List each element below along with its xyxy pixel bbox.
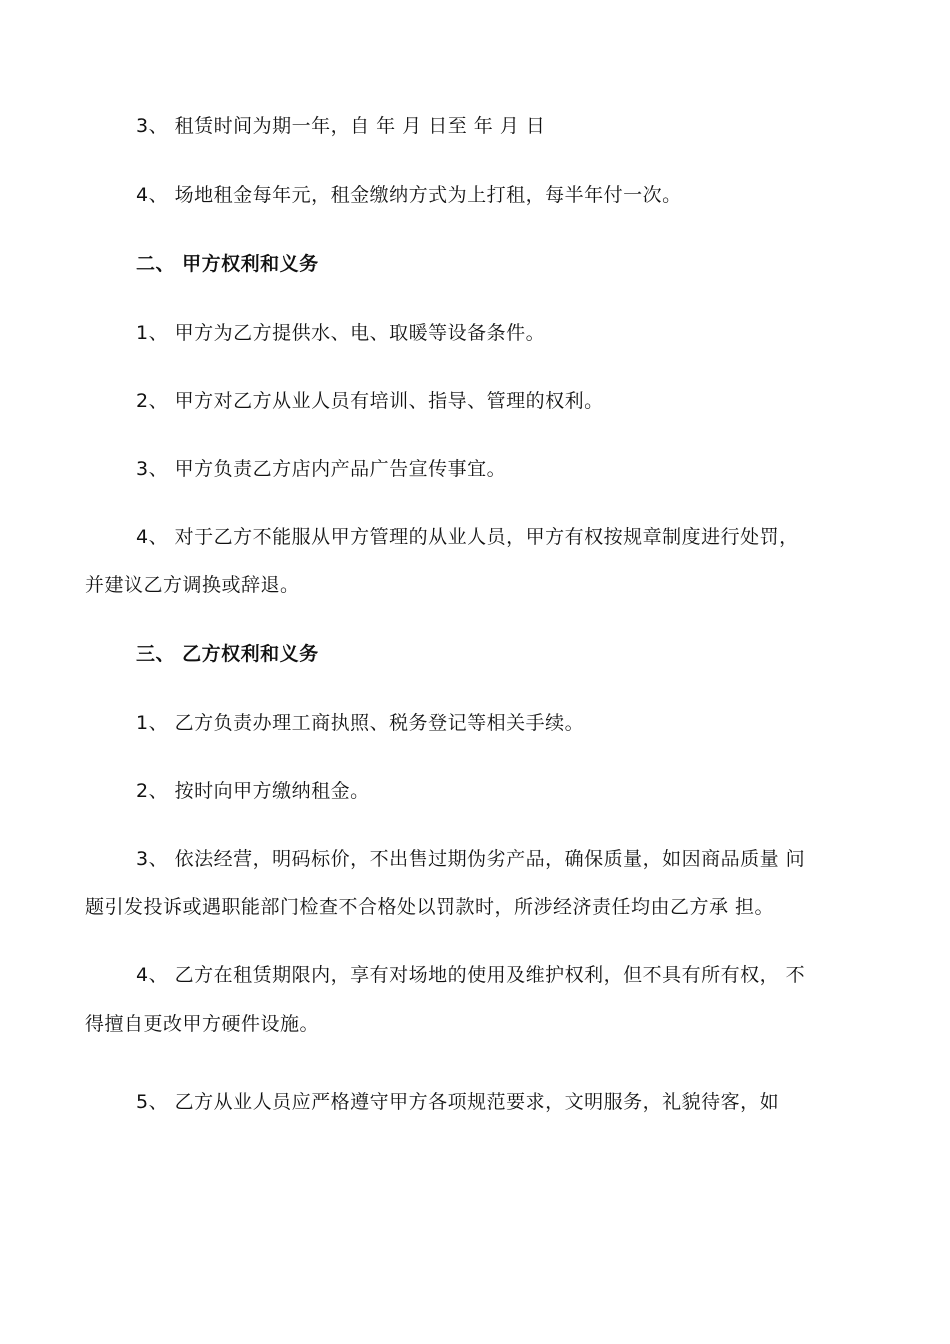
clause-party-b-4: 4、 乙方在租赁期限内，享有对场地的使用及维护权利，但不具有所有权， 不: [136, 964, 806, 986]
clause-party-b-5: 5、 乙方从业人员应严格遵守甲方各项规范要求，文明服务，礼貌待客，如: [136, 1091, 780, 1113]
clause-rent-payment: 4、 场地租金每年元，租金缴纳方式为上打租，每半年付一次。: [136, 184, 682, 206]
clause-party-a-4: 4、 对于乙方不能服从甲方管理的从业人员，甲方有权按规章制度进行处罚，: [136, 526, 799, 548]
clause-party-a-2: 2、 甲方对乙方从业人员有培训、指导、管理的权利。: [136, 390, 604, 412]
section-heading-party-b: 三、 乙方权利和义务: [136, 643, 319, 665]
clause-party-b-2: 2、 按时向甲方缴纳租金。: [136, 780, 370, 802]
clause-party-a-3: 3、 甲方负责乙方店内产品广告宣传事宜。: [136, 458, 507, 480]
clause-party-b-3: 3、 依法经营，明码标价，不出售过期伪劣产品，确保质量，如因商品质量 问: [136, 848, 806, 870]
clause-party-a-4-continued: 并建议乙方调换或辞退。: [85, 574, 300, 596]
clause-party-b-1: 1、 乙方负责办理工商执照、税务登记等相关手续。: [136, 712, 585, 734]
section-heading-party-a: 二、 甲方权利和义务: [136, 253, 319, 275]
clause-lease-term: 3、 租赁时间为期一年，自 年 月 日至 年 月 日: [136, 115, 546, 137]
clause-party-a-1: 1、 甲方为乙方提供水、电、取暖等设备条件。: [136, 322, 546, 344]
clause-party-b-4-continued: 得擅自更改甲方硬件设施。: [85, 1013, 320, 1035]
clause-party-b-3-continued: 题引发投诉或遇职能部门检查不合格处以罚款时，所涉经济责任均由乙方承 担。: [85, 896, 775, 918]
